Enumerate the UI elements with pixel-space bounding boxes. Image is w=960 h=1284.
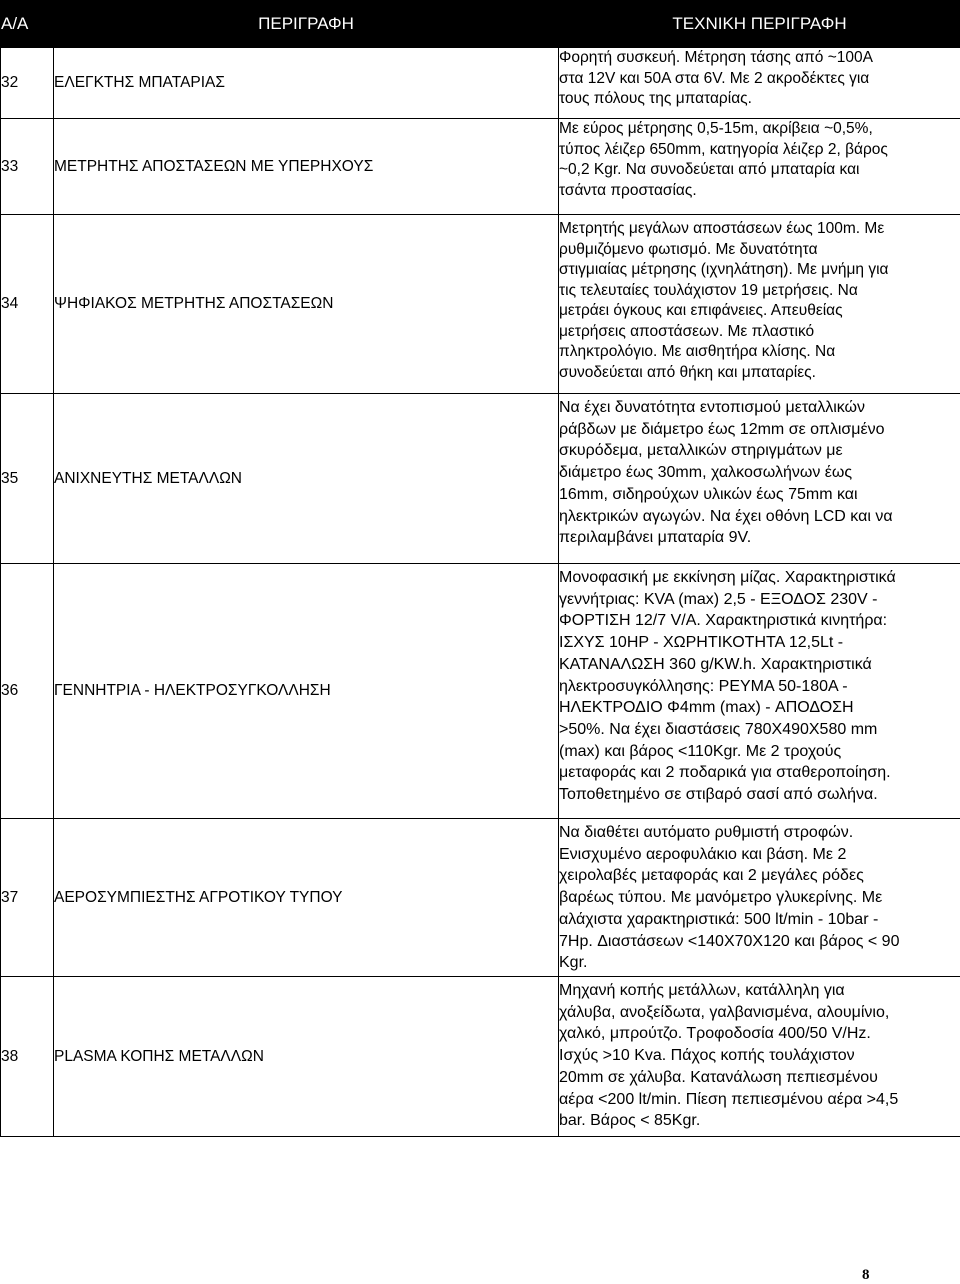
tech-line: Φορητή συσκευή. Μέτρηση τάσης από ~100A [559, 49, 873, 66]
row-number: 34 [1, 215, 54, 394]
row-number: 37 [1, 819, 54, 977]
tech-line: 7Hp. Διαστάσεων <140Χ70Χ120 και βάρος < 90 [559, 932, 900, 950]
tech-line: bar. Βάρος < 85Kgr. [559, 1112, 701, 1130]
tech-line: συνοδεύεται από θήκη και μπαταρίες. [559, 363, 816, 381]
tech-line: ρυθμιζόμενο φωτισμό. Με δυνατότητα [559, 240, 818, 258]
row-number: 32 [1, 48, 54, 119]
tech-line: ΗΛΕΚΤΡΟΔΙΟ Φ4mm (max) - ΑΠΟΔΟΣΗ [559, 699, 854, 717]
row-description: PLASMA ΚΟΠΗΣ ΜΕΤΑΛΛΩΝ [54, 977, 559, 1137]
table-row [1, 819, 960, 977]
tech-line: Να έχει δυνατότητα εντοπισμού μεταλλικών [559, 399, 866, 416]
header-description: ΠΕΡΙΓΡΑΦΗ [54, 1, 559, 48]
tech-line: γεννήτριας: KVA (max) 2,5 - ΕΞΟΔΟΣ 230V - [559, 590, 878, 608]
tech-line: στιγμιαίας μέτρησης (ιχνηλάτηση). Με μνήμη για [559, 261, 889, 278]
row-description: ΑΝΙΧΝΕΥΤΗΣ ΜΕΤΑΛΛΩΝ [54, 394, 559, 564]
tech-line: Να διαθέτει αυτόματο ρυθμιστή στροφών. [559, 824, 854, 841]
tech-line: βαρέως τύπου. Με μανόμετρο γλυκερίνης. Με [559, 889, 883, 907]
row-technical-description [559, 977, 960, 1137]
tech-line: χαλκό, μπρούτζο. Τροφοδοσία 400/50 V/Hz. [559, 1025, 871, 1043]
tech-line: Μετρητής μεγάλων αποστάσεων έως 100m. Με [559, 220, 885, 237]
tech-line: τύπος λέιζερ 650mm, κατηγορία λέιζερ 2, βάρος [559, 140, 888, 158]
row-technical-description [559, 119, 960, 215]
header-aa: Α/Α [1, 1, 54, 48]
page-number: 8 [862, 1267, 870, 1283]
tech-line: μεταφοράς και 2 ποδαρικά για σταθεροποίηση. [559, 764, 891, 782]
tech-line: Kgr. [559, 954, 588, 972]
tech-line: διάμετρο έως 30mm, χαλκοσωλήνων έως [559, 464, 853, 482]
table-row [1, 564, 960, 819]
tech-line: τσάντα προστασίας. [559, 181, 697, 199]
tech-line: >50%. Να έχει διαστάσεις 780Χ490Χ580 mm [559, 720, 878, 738]
row-technical-description [559, 564, 960, 819]
tech-line: ηλεκτρικών αγωγών. Να έχει οθόνη LCD και να [559, 507, 893, 525]
tech-line: μετρήσεις αποστάσεων. Με πλαστικό [559, 322, 815, 340]
row-technical-description [559, 819, 960, 977]
tech-line: Τοποθετημένο σε στιβαρό σασί από σωλήνα. [559, 786, 878, 804]
tech-line: Ισχύς >10 Kva. Πάχος κοπής τουλάχιστον [559, 1047, 855, 1065]
table-header-row [1, 1, 960, 48]
row-number: 33 [1, 119, 54, 215]
row-number: 35 [1, 394, 54, 564]
row-technical-description [559, 215, 960, 394]
table-row [1, 394, 960, 564]
row-description: ΑΕΡΟΣΥΜΠΙΕΣΤΗΣ ΑΓΡΟΤΙΚΟΥ ΤΥΠΟΥ [54, 819, 559, 977]
tech-line: πληκτρολόγιο. Με αισθητήρα κλίσης. Να [559, 343, 836, 360]
tech-line: σκυρόδεμα, μεταλλικών στηριγμάτων με [559, 442, 843, 460]
table-body [1, 48, 960, 1137]
row-number: 36 [1, 564, 54, 819]
tech-line: (max) και βάρος <110Kgr. Με 2 τροχούς [559, 742, 842, 760]
tech-line: χειρολαβές μεταφοράς και 2 μεγάλες ρόδες [559, 867, 864, 885]
table-row [1, 977, 960, 1137]
tech-line: Μηχανή κοπής μετάλλων, κατάλληλη για [559, 982, 845, 999]
tech-line: τις τελευταίες τουλάχιστον 19 μετρήσεις. Να [559, 281, 858, 299]
row-description: ΜΕΤΡΗΤΗΣ ΑΠΟΣΤΑΣΕΩΝ ΜΕ ΥΠΕΡΗΧΟΥΣ [54, 119, 559, 215]
row-number: 38 [1, 977, 54, 1137]
tech-line: Με εύρος μέτρησης 0,5-15m, ακρίβεια ~0,5%, [559, 120, 873, 137]
table-row [1, 215, 960, 394]
tech-line: περιλαμβάνει μπαταρία 9V. [559, 529, 752, 547]
row-description: ΓΕΝΝΗΤΡΙΑ - ΗΛΕΚΤΡΟΣΥΓΚΟΛΛΗΣΗ [54, 564, 559, 819]
table-row [1, 48, 960, 119]
row-description: ΨΗΦΙΑΚΟΣ ΜΕΤΡΗΤΗΣ ΑΠΟΣΤΑΣΕΩΝ [54, 215, 559, 394]
tech-line: Μονοφασική με εκκίνηση μίζας. Χαρακτηριστικά [559, 569, 896, 586]
table-row [1, 119, 960, 215]
tech-line: χάλυβα, ανοξείδωτα, γαλβανισμένα, αλουμίνιο, [559, 1003, 890, 1021]
tech-line: Ενισχυμένο αεροφυλάκιο και βάση. Με 2 [559, 845, 847, 863]
tech-line: μετράει όγκους και επιφάνειες. Απευθείας [559, 302, 843, 319]
tech-line: 20mm σε χάλυβα. Κατανάλωση πεπιεσμένου [559, 1068, 878, 1086]
row-technical-description [559, 48, 960, 119]
tech-line: ~0,2 Kgr. Να συνοδεύεται από μπαταρία και [559, 161, 860, 178]
tech-line: ΦΟΡΤΙΣΗ 12/7 V/A. Χαρακτηριστικά κινητήρα: [559, 612, 888, 630]
header-technical-description: ΤΕΧΝΙΚΗ ΠΕΡΙΓΡΑΦΗ [559, 1, 960, 48]
row-description: ΕΛΕΓΚΤΗΣ ΜΠΑΤΑΡΙΑΣ [54, 48, 559, 119]
tech-line: ράβδων με διάμετρο έως 12mm σε οπλισμένο [559, 420, 885, 438]
tech-line: ηλεκτροσυγκόλλησης: ΡΕΥΜΑ 50-180A - [559, 677, 848, 695]
row-technical-description [559, 394, 960, 564]
tech-line: αέρα <200 lt/min. Πίεση πεπιεσμένου αέρα >4,5 [559, 1090, 899, 1108]
tech-line: ΙΣΧΥΣ 10HP - ΧΩΡΗΤΙΚΟΤΗΤΑ 12,5Lt - [559, 634, 844, 652]
tech-line: αλάχιστα χαρακτηριστικά: 500 lt/min - 10bar - [559, 910, 879, 928]
tech-line: στα 12V και 50A στα 6V. Με 2 ακροδέκτες για [559, 69, 870, 87]
tech-line: ΚΑΤΑΝΑΛΩΣΗ 360 g/KW.h. Χαρακτηριστικά [559, 655, 872, 673]
tech-line: 16mm, σιδηρούχων υλικών έως 75mm και [559, 485, 858, 503]
tech-line: τους πόλους της μπαταρίας. [559, 90, 752, 107]
